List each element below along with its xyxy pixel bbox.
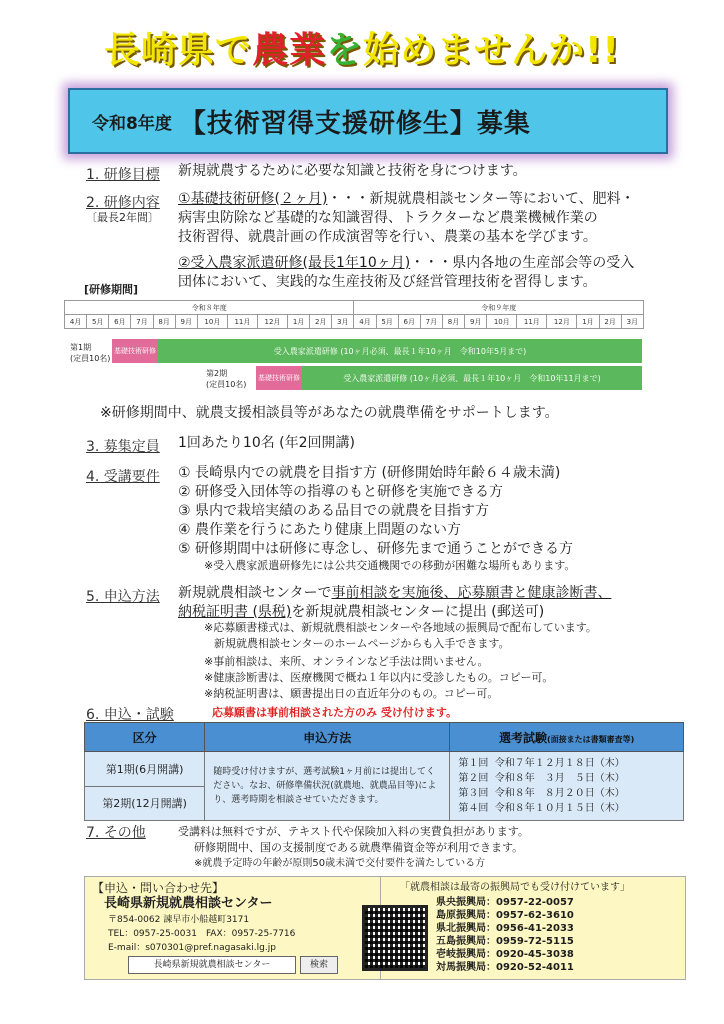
schedule-month-cell: 2月	[599, 315, 621, 329]
th-exam: 選考試験(面接または書類審査等)	[450, 723, 684, 752]
term2-label: 第2期 (定員10名)	[206, 369, 247, 389]
recruitment-banner	[68, 88, 668, 154]
section-2-p1-line1: ①基礎技術研修(２ヶ月)・・・新規就農相談センター等において、肥料・	[178, 191, 635, 207]
section-5-note3: ※健康診断書は、医療機関で概ね１年以内に受診したもの。コピー可。	[204, 671, 554, 684]
office-item: 対馬振興局：0920-52-4011	[436, 962, 574, 973]
schedule-month-cell: 9月	[465, 315, 487, 329]
schedule-month-cell: 6月	[109, 315, 131, 329]
office-item: 五島振興局：0959-72-5115	[436, 936, 574, 947]
section-4-label: 4. 受講要件	[86, 469, 160, 485]
office-item: 壱岐振興局：0920-45-3038	[436, 949, 574, 960]
schedule-note: ※研修期間中、就農支援相談員等があなたの就農準備をサポートします。	[100, 405, 559, 421]
schedule-month-cell: 7月	[131, 315, 153, 329]
req-item: ① 長崎県内での就農を目指す方 (研修開始時年齢６４歳未満)	[178, 465, 561, 481]
banner-main: 【技術習得支援研修生】募集	[179, 108, 531, 139]
section-1-text: 新規就農するために必要な知識と技術を身につけます。	[178, 163, 527, 179]
schedule-month-cell: 5月	[376, 315, 398, 329]
exam-row: 第１回 令和７年１２月１８日（木）	[458, 758, 625, 769]
section-2-p1-line3: 技術習得、就農計画の作成演習等を行い、農業の基本を学びます。	[178, 229, 597, 245]
schedule-month-cell: 12月	[547, 315, 577, 329]
schedule-month-cell: 7月	[420, 315, 442, 329]
method-text: 随時受け付けますが、選考試験1ヶ月前には提出してください。なお、研修準備状況(就農地、就農品目等)により、選考時期を相談させていただきます。	[205, 752, 450, 821]
section-4-note: ※受入農家派遣研修先には公共交通機関での移動が困難な場所もあります。	[204, 559, 576, 572]
schedule-month-cell: 11月	[227, 315, 257, 329]
schedule-month-cell: 10月	[487, 315, 517, 329]
office-item: 県央振興局：0957-22-0057	[436, 897, 574, 908]
contact-org: 長崎県新規就農相談センター	[104, 896, 273, 911]
offices-head: 「就農相談は最寄の振興局でも受け付けています」	[400, 882, 630, 893]
th-division: 区分	[85, 723, 205, 752]
term2-basic-bar: 基礎技術研修	[256, 366, 302, 390]
exam-row: 第２回 令和８年 ３月 ５日（木）	[458, 773, 625, 784]
section-2-p1-line2: 病害虫防除など基礎的な知識習得、トラクターなど農業機械作業の	[178, 210, 598, 226]
schedule-chart	[64, 300, 644, 329]
schedule-month-cell: 3月	[621, 315, 643, 329]
term1-dispatch-bar: 受入農家派遣研修 (10ヶ月必須、最長１年10ヶ月 令和10年5月まで)	[158, 339, 642, 363]
schedule-month-cell: 2月	[310, 315, 332, 329]
section-6-label: 6. 申込・試験	[86, 707, 174, 723]
contact-head: 【申込・問い合わせ先】	[92, 881, 225, 895]
schedule-month-cell: 6月	[398, 315, 420, 329]
schedule-month-cell: 10月	[197, 315, 227, 329]
exam-schedule	[450, 752, 684, 821]
contact-email[interactable]: E-mail：s070301@pref.nagasaki.lg.jp	[108, 943, 276, 953]
section-5-line1: 新規就農相談センターで事前相談を実施後、応募願書と健康診断書、	[178, 585, 612, 601]
schedule-month-cell: 8月	[153, 315, 175, 329]
req-item: ⑤ 研修期間中は研修に専念し、研修先まで通うことができる方	[178, 541, 573, 557]
section-5-label: 5. 申込方法	[86, 589, 160, 605]
section-7-line1: 受講料は無料ですが、テキスト代や保険加入料の実費負担があります。	[178, 825, 529, 838]
schedule-month-cell: 9月	[175, 315, 197, 329]
contact-tel: TEL：0957-25-0031 FAX：0957-25-7716	[108, 929, 296, 939]
page-title: 長崎県で農業を始めませんか!!	[104, 30, 620, 71]
section-5-note4: ※納税証明書は、願書提出日の直近年分のもの。コピー可。	[204, 687, 499, 700]
section-2-p2-line2: 団体において、実践的な生産技術及び経営管理技術を習得します。	[178, 274, 597, 290]
search-box[interactable]: 長崎県新規就農相談センター	[128, 956, 296, 974]
th-method: 申込方法	[205, 723, 450, 752]
section-3-text: 1回あたり10名 (年2回開講)	[178, 435, 356, 451]
office-item: 島原振興局：0957-62-3610	[436, 910, 574, 921]
section-7-label: 7. その他	[86, 825, 146, 841]
schedule-month-cell: 1月	[287, 315, 309, 329]
section-5-note1b: 新規就農相談センターのホームページからも入手できます。	[214, 637, 510, 650]
search-button[interactable]: 検索	[300, 956, 338, 974]
banner-year: 令和8年度	[92, 113, 172, 134]
schedule-month-cell: 5月	[87, 315, 109, 329]
schedule-year1: 令和８年度	[65, 301, 354, 315]
section-6-notice: 応募願書は事前相談された方のみ 受け付けます。	[212, 706, 457, 719]
section-2-sub: 〔最長2年間〕	[86, 211, 159, 224]
contact-addr: 〒854-0062 諫早市小船越町3171	[108, 915, 250, 925]
schedule-table	[64, 300, 644, 329]
exam-row: 第４回 令和８年１０月１５日（木）	[458, 803, 625, 814]
qr-code-icon[interactable]	[362, 905, 428, 971]
section-2-label: 2. 研修内容	[86, 195, 160, 211]
req-item: ④ 農作業を行うにあたり健康上問題のない方	[178, 522, 461, 538]
section-5-note2: ※事前相談は、来所、オンラインなど手法は問いません。	[204, 655, 489, 668]
row-term1: 第1期(6月開講)	[85, 752, 205, 787]
schedule-year2: 令和９年度	[354, 301, 644, 315]
row-term2: 第2期(12月開講)	[85, 786, 205, 821]
schedule-month-cell: 1月	[577, 315, 599, 329]
schedule-month-cell: 3月	[332, 315, 354, 329]
schedule-month-row	[65, 315, 644, 329]
section-1-label: 1. 研修目標	[86, 167, 160, 183]
schedule-label: [研修期間]	[84, 283, 139, 296]
office-item: 県北振興局：0956-41-2033	[436, 923, 574, 934]
exam-row: 第３回 令和８年 ８月２０日（木）	[458, 788, 625, 799]
term2-dispatch-bar: 受入農家派遣研修 (10ヶ月必須、最長１年10ヶ月 令和10年11月まで)	[302, 366, 642, 390]
section-2-p2-line1: ②受入農家派遣研修(最長1年10ヶ月)・・・県内各地の生産部会等の受入	[178, 255, 635, 271]
req-item: ③ 県内で栽培実績のある品目での就農を目指す方	[178, 503, 489, 519]
schedule-month-cell: 4月	[354, 315, 376, 329]
schedule-month-cell: 8月	[442, 315, 464, 329]
req-item: ② 研修受入団体等の指導のもと研修を実施できる方	[178, 484, 503, 500]
section-7-line2: 研修期間中、国の支援制度である就農準備資金等が利用できます。	[194, 841, 524, 854]
schedule-month-cell: 11月	[517, 315, 547, 329]
schedule-month-cell: 12月	[257, 315, 287, 329]
section-5-line2: 納税証明書 (県税)を新規就農相談センターに提出 (郵送可)	[178, 604, 545, 620]
term1-label: 第1期 (定員10名)	[70, 343, 111, 363]
section-5-note1: ※応募願書様式は、新規就農相談センターや各地域の振興局で配布しています。	[204, 621, 597, 634]
term1-basic-bar: 基礎技術研修	[112, 339, 158, 363]
schedule-month-cell: 4月	[65, 315, 87, 329]
application-table	[84, 722, 684, 821]
section-3-label: 3. 募集定員	[86, 439, 160, 455]
section-7-line3: ※就農予定時の年齢が原則50歳未満で交付要件を満たしている方	[194, 858, 486, 869]
